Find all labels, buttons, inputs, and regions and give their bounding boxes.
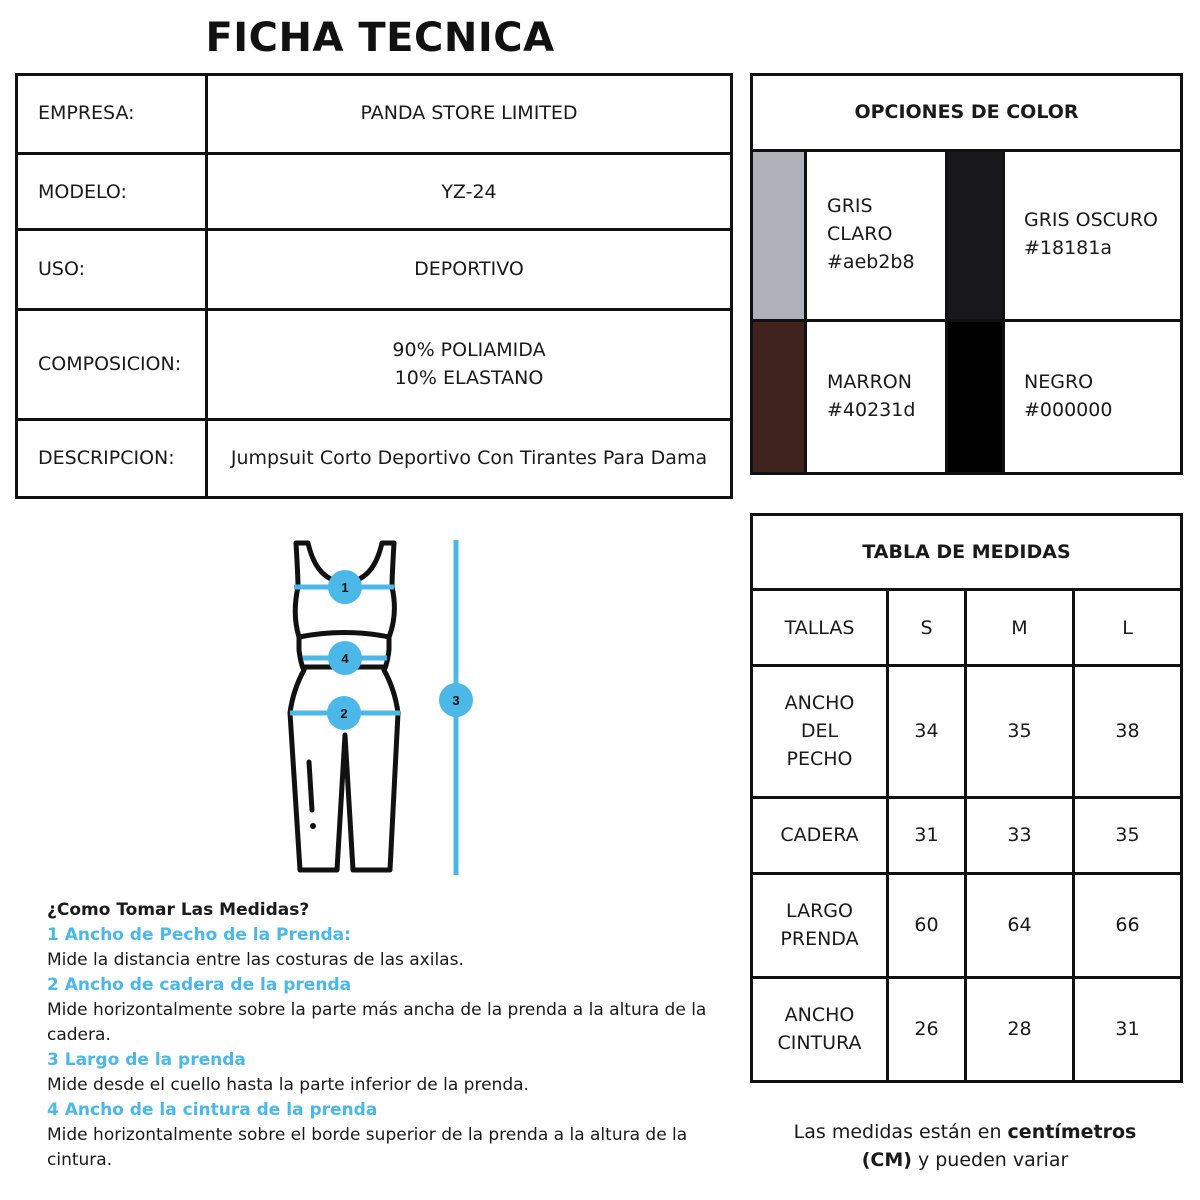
instruction-4-title: 4 Ancho de la cintura de la prenda — [47, 1100, 378, 1120]
color-negro-name: NEGRO — [1024, 371, 1094, 393]
row-label-ancho-pecho-l3: PECHO — [786, 748, 853, 770]
note-text-1: Las medidas están en — [793, 1121, 1008, 1143]
note-bold-cm: (CM) — [861, 1149, 912, 1171]
marker-2 — [327, 696, 361, 730]
swatch-gris-claro — [753, 152, 805, 319]
value-empresa: PANDA STORE LIMITED — [360, 102, 578, 124]
cell-largo-s: 60 — [914, 914, 939, 936]
cell-pecho-l: 38 — [1115, 720, 1140, 742]
swatch-marron — [753, 322, 805, 472]
color-divider — [804, 149, 807, 475]
info-row-divider — [15, 152, 733, 155]
cell-largo-m: 64 — [1007, 914, 1032, 936]
color-divider — [945, 149, 948, 475]
cell-cadera-m: 33 — [1007, 824, 1032, 846]
marker-3-label: 3 — [452, 693, 460, 708]
color-options-header: OPCIONES DE COLOR — [854, 101, 1079, 123]
column-header-s: S — [920, 617, 933, 639]
column-header-l: L — [1122, 617, 1133, 639]
instruction-4-text-line2: cintura. — [47, 1150, 113, 1170]
value-uso: DEPORTIVO — [414, 258, 524, 280]
info-column-divider — [205, 73, 208, 499]
swatch-negro — [948, 322, 1003, 472]
color-gris-claro-line1: GRIS — [827, 195, 873, 217]
value-composicion-line2: 10% ELASTANO — [394, 367, 544, 389]
marker-1 — [328, 570, 362, 604]
color-gris-claro-line2: CLARO — [827, 223, 893, 245]
instructions-heading: ¿Como Tomar Las Medidas? — [47, 900, 310, 920]
marker-4-label: 4 — [341, 651, 349, 666]
instruction-3-title: 3 Largo de la prenda — [47, 1050, 246, 1070]
row-label-largo-prenda-l2: PRENDA — [780, 928, 859, 950]
color-gris-oscuro-name: GRIS OSCURO — [1024, 209, 1158, 231]
color-negro-hex: #000000 — [1024, 399, 1113, 421]
instruction-2-text-line1: Mide horizontalmente sobre la parte más ancha de la prenda a la altura de la — [47, 1000, 707, 1020]
marker-4 — [328, 641, 362, 675]
cell-pecho-m: 35 — [1007, 720, 1032, 742]
column-header-m: M — [1011, 617, 1028, 639]
cell-cintura-m: 28 — [1007, 1018, 1032, 1040]
color-divider — [1002, 149, 1005, 475]
color-marron-hex: #40231d — [827, 399, 916, 421]
instruction-3-text: Mide desde el cuello hasta la parte inferior de la prenda. — [47, 1075, 529, 1095]
instruction-1-text: Mide la distancia entre las costuras de las axilas. — [47, 950, 464, 970]
cell-cadera-l: 35 — [1115, 824, 1140, 846]
label-composicion: COMPOSICION: — [38, 353, 182, 375]
label-modelo: MODELO: — [38, 181, 127, 203]
label-empresa: EMPRESA: — [38, 102, 135, 124]
value-modelo: YZ-24 — [441, 181, 497, 203]
marker-2-label: 2 — [340, 706, 348, 721]
page-title: FICHA TECNICA — [205, 15, 555, 61]
marker-1-label: 1 — [341, 580, 349, 595]
note-text-2: y pueden variar — [911, 1149, 1069, 1171]
column-header-tallas: TALLAS — [784, 617, 855, 639]
label-uso: USO: — [38, 258, 85, 280]
cell-cadera-s: 31 — [914, 824, 939, 846]
size-table-header: TABLA DE MEDIDAS — [862, 541, 1071, 563]
jumpsuit-measurement-diagram — [270, 530, 490, 885]
info-row-divider — [15, 308, 733, 311]
info-row-divider — [15, 228, 733, 231]
swatch-gris-oscuro — [948, 152, 1003, 319]
product-info-table — [15, 73, 733, 499]
value-composicion-line1: 90% POLIAMIDA — [392, 339, 546, 361]
measurement-note — [780, 1118, 1150, 1174]
cell-largo-l: 66 — [1115, 914, 1140, 936]
cell-cintura-l: 31 — [1115, 1018, 1140, 1040]
cell-cintura-s: 26 — [914, 1018, 939, 1040]
value-descripcion: Jumpsuit Corto Deportivo Con Tirantes Para Dama — [230, 447, 708, 469]
marker-3 — [439, 683, 473, 717]
pocket-dot — [310, 823, 316, 829]
color-marron-name: MARRON — [827, 371, 912, 393]
info-row-divider — [15, 418, 733, 421]
cell-pecho-s: 34 — [914, 720, 939, 742]
instruction-4-text-line1: Mide horizontalmente sobre el borde superior de la prenda a la altura de la — [47, 1125, 688, 1145]
color-gris-oscuro-hex: #18181a — [1024, 237, 1113, 259]
row-label-ancho-pecho-l1: ANCHO — [784, 692, 855, 714]
instruction-2-title: 2 Ancho de cadera de la prenda — [47, 975, 352, 995]
row-label-ancho-pecho-l2: DEL — [800, 720, 839, 742]
row-label-ancho-cintura-l2: CINTURA — [777, 1032, 862, 1054]
row-label-largo-prenda-l1: LARGO — [786, 900, 853, 922]
color-gris-claro-hex: #aeb2b8 — [827, 251, 915, 273]
label-descripcion: DESCRIPCION: — [38, 447, 175, 469]
row-label-cadera: CADERA — [780, 824, 859, 846]
instruction-2-text-line2: cadera. — [47, 1025, 111, 1045]
instruction-1-title: 1 Ancho de Pecho de la Prenda: — [47, 925, 351, 945]
row-label-ancho-cintura-l1: ANCHO — [784, 1004, 855, 1026]
note-bold-unit: centímetros — [1007, 1121, 1137, 1143]
